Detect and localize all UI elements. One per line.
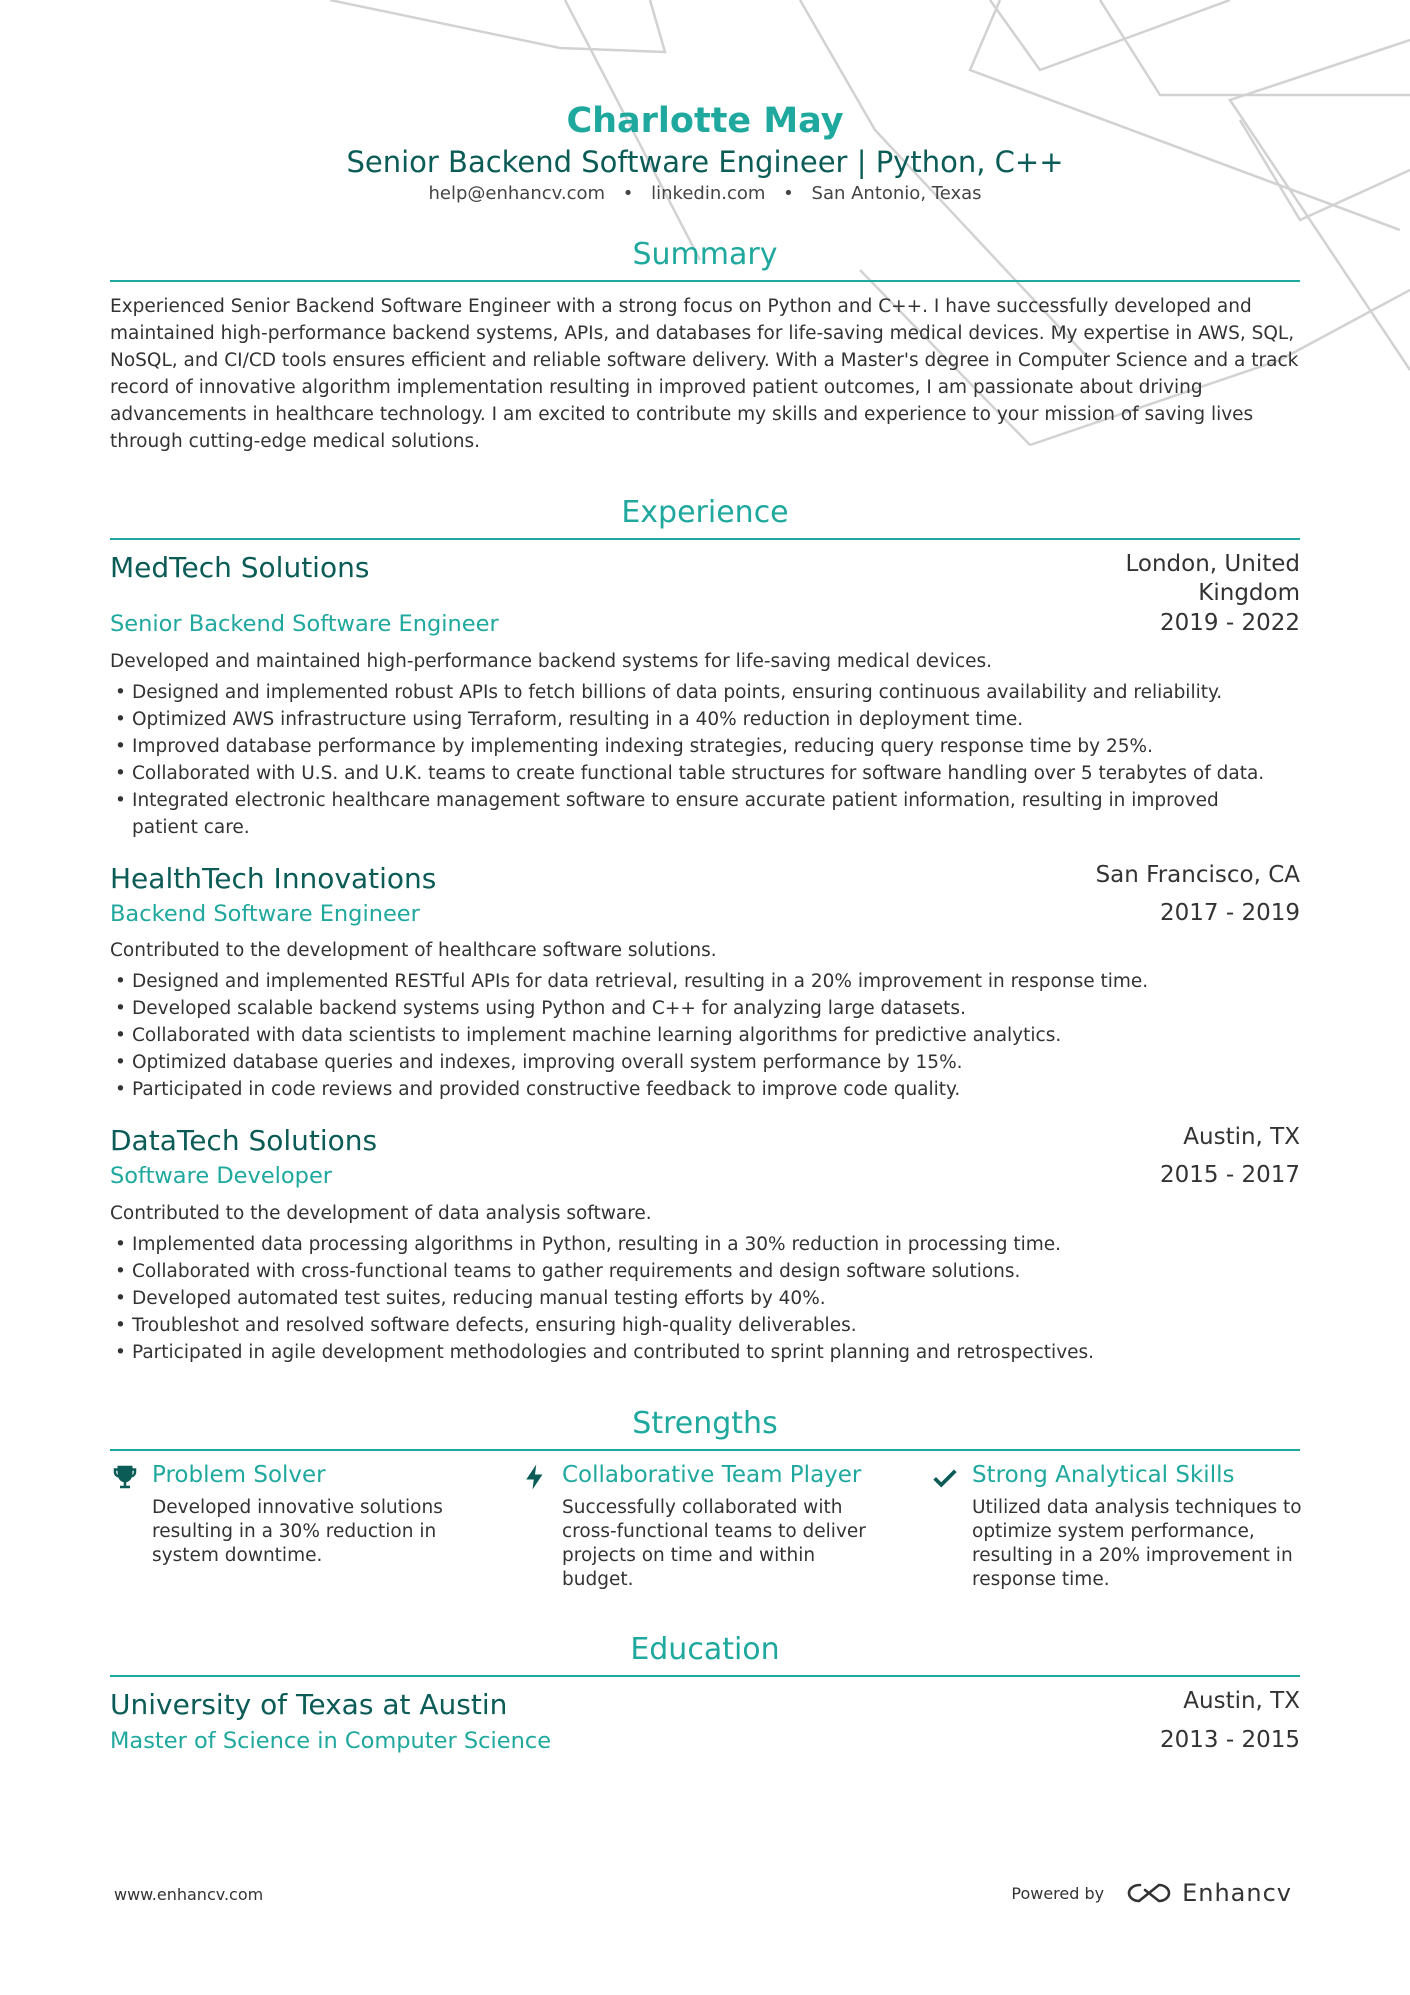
job-bullets xyxy=(110,1231,1290,1366)
education-degree: Master of Science in Computer Science xyxy=(110,1728,552,1754)
strengths-heading: Strengths xyxy=(632,1406,778,1441)
summary-divider xyxy=(110,280,1300,282)
experience-divider xyxy=(110,538,1300,540)
education-dates: 2013 - 2015 xyxy=(1160,1727,1300,1753)
job-company: HealthTech Innovations xyxy=(110,862,437,895)
job-dates: 2019 - 2022 xyxy=(1160,610,1300,636)
job-dates: 2017 - 2019 xyxy=(1160,900,1300,926)
list-item: • Designed and implemented RESTful APIs for data retrieval, resulting in a 20% improvement in response time. xyxy=(110,968,1290,995)
candidate-name: Charlotte May xyxy=(566,101,844,141)
list-item: • Integrated electronic healthcare management software to ensure accurate patient information, resulting in improved patient care. xyxy=(110,787,1290,841)
list-item: • Designed and implemented robust APIs to fetch billions of data points, ensuring continuous availability and reliability. xyxy=(110,679,1290,706)
candidate-title: Senior Backend Software Engineer | Python, C++ xyxy=(346,145,1064,179)
list-item: • Improved database performance by implementing indexing strategies, reducing query response time by 25%. xyxy=(110,733,1290,760)
job-company: DataTech Solutions xyxy=(110,1124,378,1157)
footer-branding xyxy=(1011,1873,1292,1913)
job-bullets xyxy=(110,679,1290,841)
job-description: Developed and maintained high-performance backend systems for life-saving medical devices. xyxy=(110,651,993,672)
job-dates: 2015 - 2017 xyxy=(1160,1162,1300,1188)
list-item: • Participated in code reviews and provided constructive feedback to improve code quality. xyxy=(110,1076,1290,1103)
list-item: • Optimized database queries and indexes, improving overall system performance by 15%. xyxy=(110,1049,1290,1076)
strength-title: Problem Solver xyxy=(152,1462,326,1488)
strength-title: Strong Analytical Skills xyxy=(972,1462,1235,1488)
list-item: • Troubleshot and resolved software defects, ensuring high-quality deliverables. xyxy=(110,1312,1290,1339)
location-text: San Antonio, Texas xyxy=(811,183,982,204)
education-school: University of Texas at Austin xyxy=(110,1688,508,1721)
lightning-bolt-icon xyxy=(520,1462,550,1492)
experience-heading: Experience xyxy=(621,495,789,530)
list-item: • Collaborated with U.S. and U.K. teams to create functional table structures for software handling over 5 terabytes of data. xyxy=(110,760,1290,787)
contact-line xyxy=(110,183,1300,205)
list-item: • Collaborated with data scientists to implement machine learning algorithms for predictive analytics. xyxy=(110,1022,1290,1049)
resume-page xyxy=(110,0,1300,1995)
job-description: Contributed to the development of healthcare software solutions. xyxy=(110,940,717,961)
enhancv-logo-icon xyxy=(1126,1880,1172,1906)
strength-description: Developed innovative solutions resulting in a 30% reduction in system downtime. xyxy=(152,1497,443,1566)
summary-text: Experienced Senior Backend Software Engineer with a strong focus on Python and C++. I have successfully developed and maintained high-performance backend systems, APIs, and databases for life-saving medical devices. My expertise in AWS, SQL, NoSQL, and CI/CD tools ensures efficient and reliable software delivery. With a Master's degree in Computer Science and a track record of innovative algorithm implementation resulting in improved patient outcomes, I am passionate about driving advancements in healthcare technology. I am excited to contribute my skills and experience to your mission of saving lives through cutting-edge medical solutions. xyxy=(110,296,1299,452)
job-location: Austin, TX xyxy=(1183,1124,1300,1150)
strength-title: Collaborative Team Player xyxy=(562,1462,862,1488)
job-role: Backend Software Engineer xyxy=(110,901,420,927)
brand-name: Enhancv xyxy=(1182,1879,1292,1907)
footer-website-link[interactable]: www.enhancv.com xyxy=(114,1885,264,1904)
list-item: • Developed scalable backend systems using Python and C++ for analyzing large datasets. xyxy=(110,995,1290,1022)
strength-description: Utilized data analysis techniques to optimize system performance, resulting in a 20% improvement in response time. xyxy=(972,1497,1302,1590)
education-heading: Education xyxy=(630,1632,780,1667)
list-item: • Developed automated test suites, reducing manual testing efforts by 40%. xyxy=(110,1285,1290,1312)
email-link[interactable]: help@enhancv.com xyxy=(428,183,606,204)
job-bullets xyxy=(110,968,1290,1103)
separator: • xyxy=(783,183,794,204)
education-location: Austin, TX xyxy=(1183,1688,1300,1714)
list-item: • Optimized AWS infrastructure using Terraform, resulting in a 40% reduction in deployment time. xyxy=(110,706,1290,733)
strengths-divider xyxy=(110,1449,1300,1451)
summary-heading: Summary xyxy=(632,237,778,272)
job-company: MedTech Solutions xyxy=(110,551,370,584)
trophy-icon xyxy=(110,1462,140,1492)
education-divider xyxy=(110,1675,1300,1677)
checkmark-icon xyxy=(930,1462,960,1492)
linkedin-link[interactable]: linkedin.com xyxy=(651,183,766,204)
job-role: Software Developer xyxy=(110,1163,333,1189)
list-item: • Participated in agile development methodologies and contributed to sprint planning and retrospectives. xyxy=(110,1339,1290,1366)
list-item: • Collaborated with cross-functional teams to gather requirements and design software solutions. xyxy=(110,1258,1290,1285)
job-description: Contributed to the development of data analysis software. xyxy=(110,1203,652,1224)
powered-by-text: Powered by xyxy=(1011,1883,1105,1903)
job-role: Senior Backend Software Engineer xyxy=(110,611,499,637)
list-item: • Implemented data processing algorithms in Python, resulting in a 30% reduction in processing time. xyxy=(110,1231,1290,1258)
job-location: San Francisco, CA xyxy=(1095,862,1300,888)
strength-description: Successfully collaborated with cross-functional teams to deliver projects on time and within budget. xyxy=(562,1497,866,1590)
separator: • xyxy=(622,183,634,204)
job-location: London, United Kingdom xyxy=(1125,551,1300,606)
